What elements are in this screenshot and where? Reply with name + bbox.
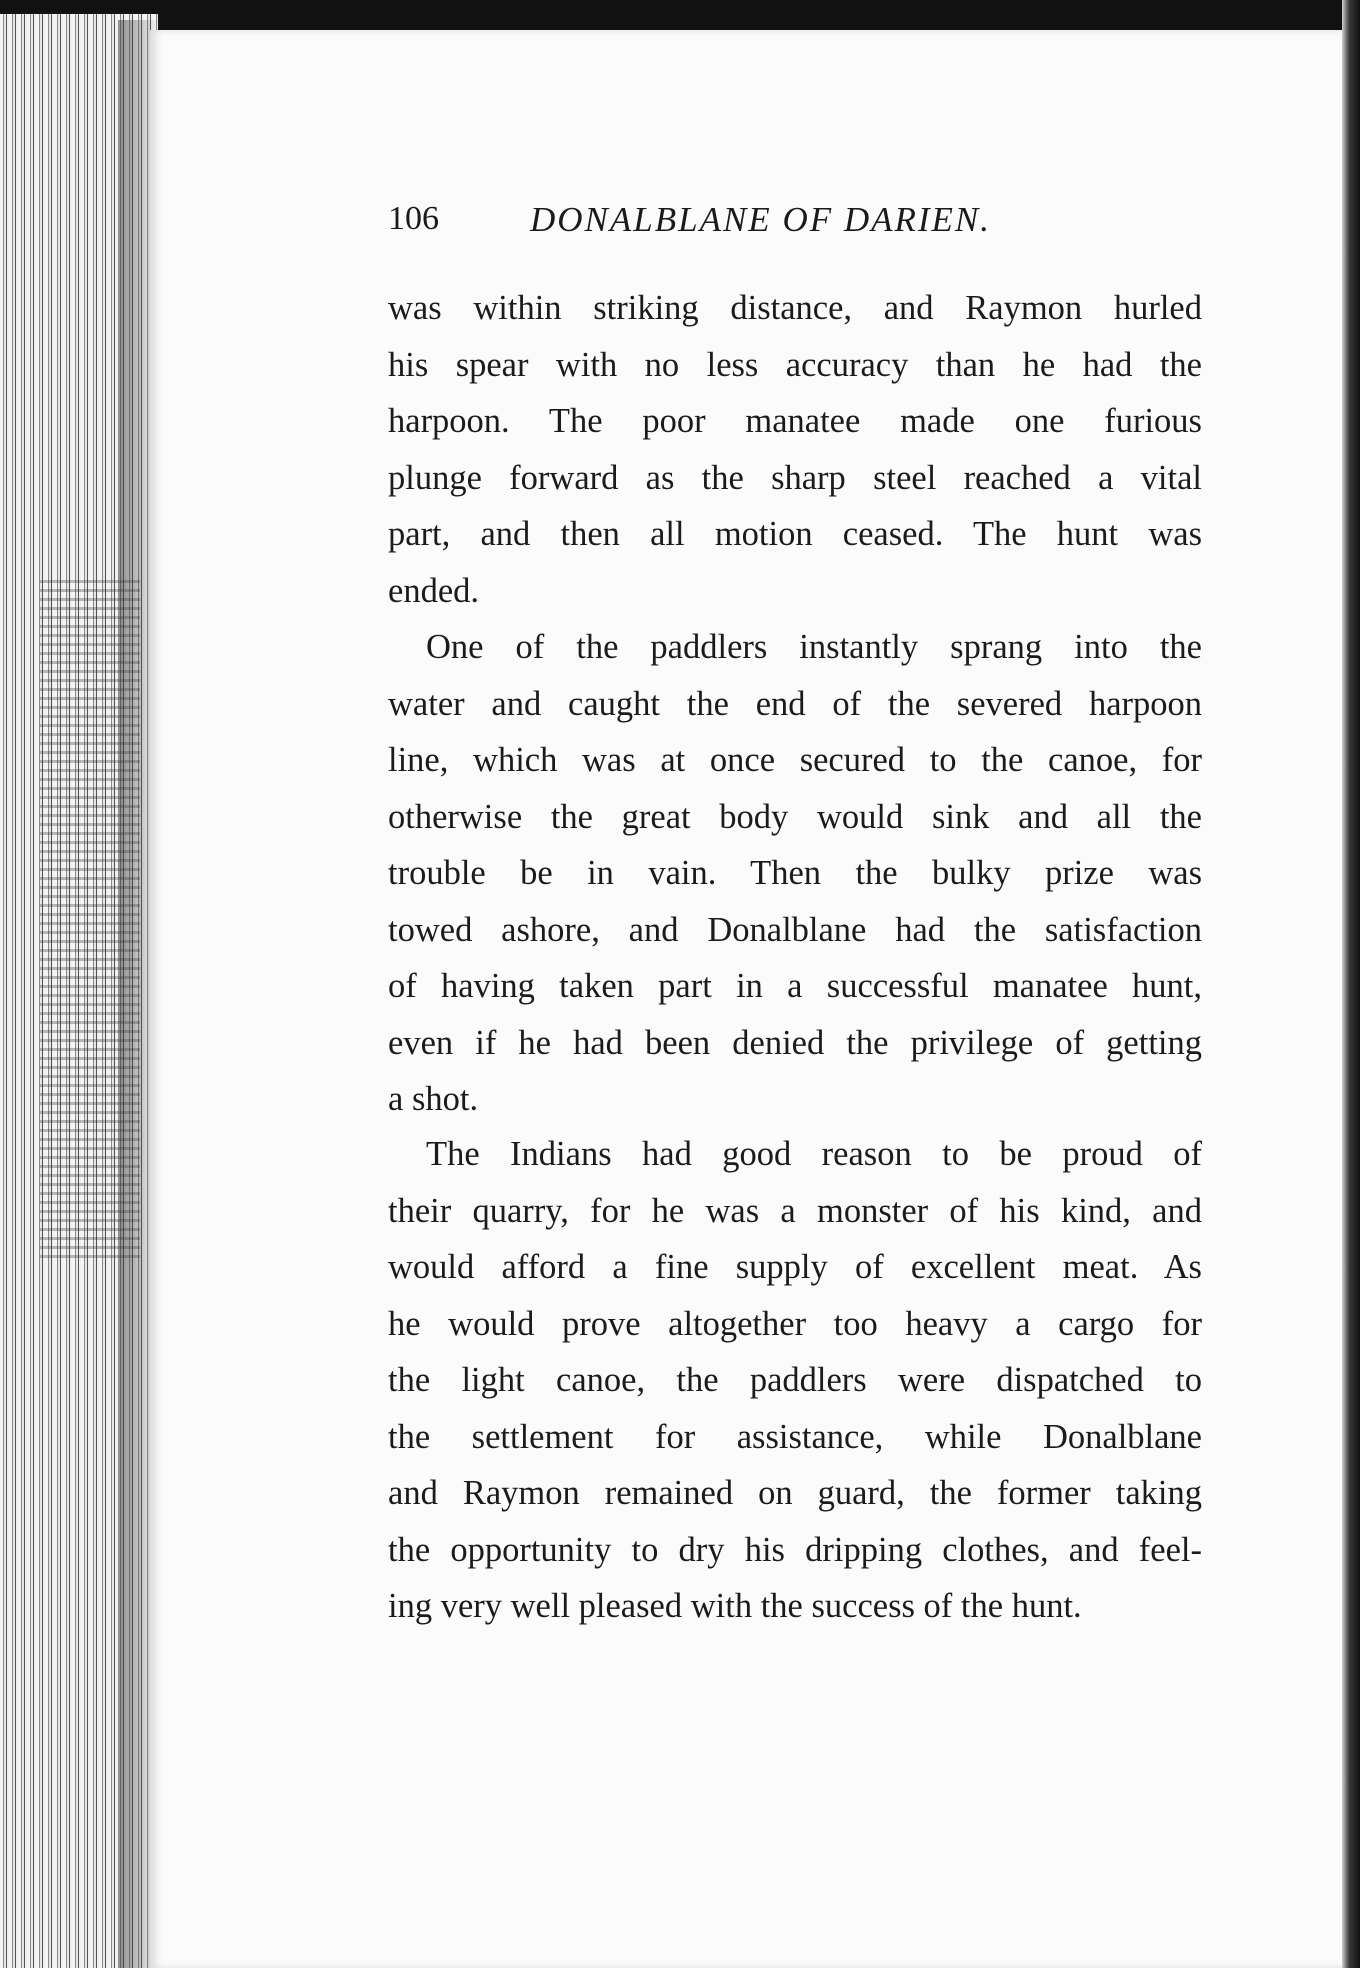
- text-line: harpoon. The poor manatee made one furious: [388, 402, 1202, 440]
- text-line: The Indians had good reason to be proud of: [426, 1135, 1202, 1173]
- text-line: a shot.: [388, 1080, 479, 1118]
- text-line: their quarry, for he was a monster of his kind, and: [388, 1191, 1202, 1230]
- paragraph-2: [388, 619, 1202, 1128]
- text-line: water and caught the end of the severed harpoon: [388, 684, 1202, 723]
- text-line: was within striking distance, and Raymon hurled: [388, 289, 1202, 327]
- text-line: and Raymon remained on guard, the former taking: [388, 1474, 1202, 1512]
- scan-border-right: [1342, 0, 1360, 1968]
- text-line: otherwise the great body would sink and all the: [388, 797, 1202, 836]
- text-line: plunge forward as the sharp steel reached a vital: [388, 458, 1202, 497]
- text-line: towed ashore, and Donalblane had the satisfaction: [388, 910, 1202, 949]
- text-line: ing very well pleased with the success of the hunt.: [388, 1587, 1082, 1625]
- page-number: 106: [388, 200, 439, 237]
- paragraph-1: [388, 280, 1202, 619]
- text-line: the light canoe, the paddlers were dispatched to: [388, 1361, 1202, 1399]
- text-line: part, and then all motion ceased. The hunt was: [388, 515, 1202, 553]
- text-line: he would prove altogether too heavy a cargo for: [388, 1304, 1202, 1343]
- text-line: would afford a fine supply of excellent meat. As: [388, 1248, 1202, 1286]
- scan-border-top: [0, 0, 1360, 30]
- text-line: One of the paddlers instantly sprang into the: [426, 628, 1202, 666]
- text-line: the opportunity to dry his dripping clothes, and feel-: [388, 1530, 1202, 1569]
- text-line: his spear with no less accuracy than he had the: [388, 345, 1202, 384]
- running-head: [388, 200, 1068, 250]
- text-line: the settlement for assistance, while Donalblane: [388, 1417, 1202, 1456]
- running-title: DONALBLANE OF DARIEN.: [530, 200, 992, 239]
- text-line: of having taken part in a successful manatee hunt,: [388, 967, 1202, 1005]
- paragraph-3: [388, 1126, 1202, 1635]
- text-line: line, which was at once secured to the canoe, for: [388, 741, 1202, 779]
- text-line: ended.: [388, 571, 480, 610]
- text-line: even if he had been denied the privilege of getting: [388, 1023, 1202, 1062]
- text-line: trouble be in vain. Then the bulky prize was: [388, 854, 1202, 892]
